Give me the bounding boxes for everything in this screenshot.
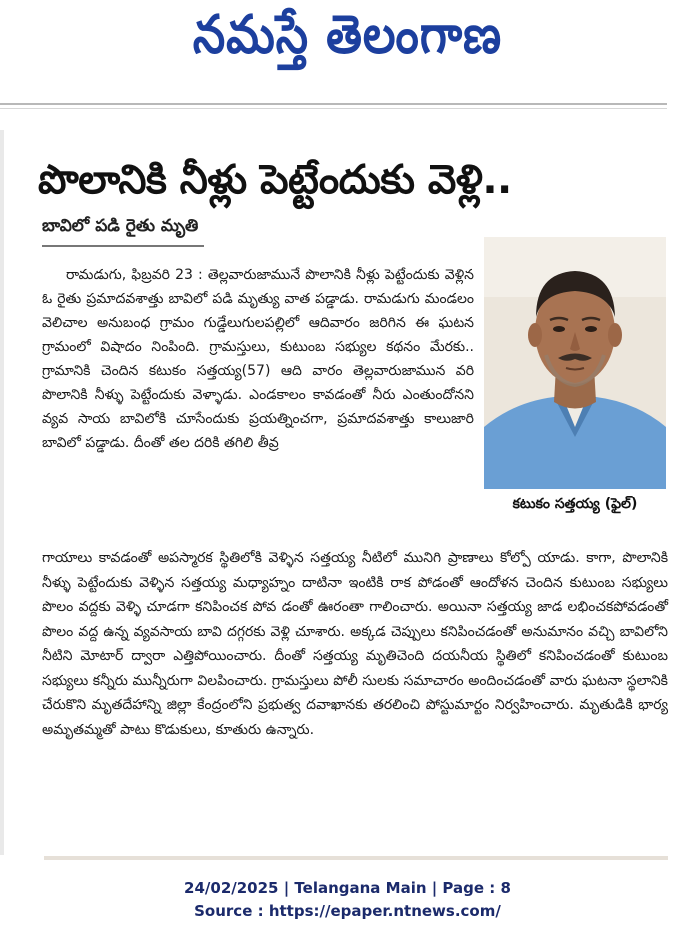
photo-caption: కటుకం సత్తయ్య (ఫైల్) bbox=[512, 496, 638, 512]
masthead bbox=[0, 0, 695, 100]
farmer-portrait-image bbox=[484, 237, 666, 489]
article-body-column: రామడుగు, ఫిబ్రవరి 23 : తెల్లవారుజామునే పొలానికి నీళ్లు పెట్టేందుకు వెళ్లిన ఓ రైతు ప్రమాదవశాత్తు బావిలో పడి మృత్యు వాత పడ్డాడు. రామడుగు మండలం వెలిచాల అనుబంధ గ్రామం గుడ్డేలుగులపల్లిలో ఆదివారం జరిగిన ఈ ఘటన గ్రామంలో విషాదం నింపింది. గ్రామస్తులు, కుటుంబ సభ్యుల కథనం మేరకు.. గ్రామానికి చెందిన కటుకం సత్తయ్య(57) ఆది వారం తెల్లవారుజామున వరి పొలానికి నీళ్ళు పెట్టేందుకు వెళ్ళాడు. ఎండకాలం కావడంతో నీరు ఎంతుందోనని వ్యవ సాయ బావిలోకి చూసేందుకు ప్రయత్నించగా, ప్రమాదవశాత్తు కాలుజారి బావిలో పడ్డాడు. దీంతో తల దరికి తగిలి తీవ్ర bbox=[42, 267, 474, 451]
newspaper-logo: నమస్తే తెలంగాణ bbox=[192, 3, 503, 66]
masthead-divider-thin bbox=[0, 108, 667, 109]
article-headline: పొలానికి నీళ్లు పెట్టేందుకు వెళ్లి.. bbox=[38, 157, 512, 203]
footer-date-edition: 24/02/2025 | Telangana Main | Page : 8 bbox=[184, 879, 511, 897]
page-edge bbox=[0, 130, 4, 855]
page-bottom-divider bbox=[44, 856, 668, 860]
masthead-divider bbox=[0, 103, 667, 105]
article-subhead: బావిలో పడి రైతు మృతి bbox=[42, 213, 204, 247]
article-body-continued: గాయాలు కావడంతో అపస్మారక స్థితిలోకి వెళ్ళిన సత్తయ్య నీటిలో మునిగి ప్రాణాలు కోల్పో యాడు. కాగా, పొలానికి నీళ్ళు పెట్టేందుకు వెళ్ళిన సత్తయ్య మధ్యాహ్నం దాటినా ఇంటికి రాక పోడంతో ఆందోళన చెందిన కుటుంబ సభ్యులు పొలం వద్దకు వెళ్ళి చూడగా కనిపించక పోవ డంతో ఊరంతా గాలించారు. అయినా సత్తయ్య జాడ లభించకపోవడంతో పొలం వద్ద ఉన్న వ్యవసాయ బావి దగ్గరకు వెళ్లి చూశారు. అక్కడ చెప్పులు కనిపించడంతో అనుమానం వచ్చి బావిలోని నీటిని మోటార్ ద్వారా ఎత్తిపోయించారు. దీంతో సత్తయ్య మృతిచెంది దయనీయ స్థితిలో కనిపించడంతో కుటుంబ సభ్యులు కన్నీరు మున్నీరుగా విలపించారు. గ్రామస్తులు పోలీ సులకు సమాచారం అందించడంతో వారు ఘటనా స్థలానికి చేరుకొని మృతదేహాన్ని జిల్లా కేంద్రంలోని ప్రభుత్వ దవాఖానకు తరలించి పోస్టుమార్టం నిర్వహించారు. మృతుడికి భార్య అమృతమ్మతో పాటు కొడుకులు, కూతురు ఉన్నారు. bbox=[42, 550, 668, 738]
article-photo bbox=[484, 237, 666, 489]
page-footer bbox=[0, 877, 695, 923]
footer-source-link[interactable]: Source : https://epaper.ntnews.com/ bbox=[194, 902, 501, 920]
